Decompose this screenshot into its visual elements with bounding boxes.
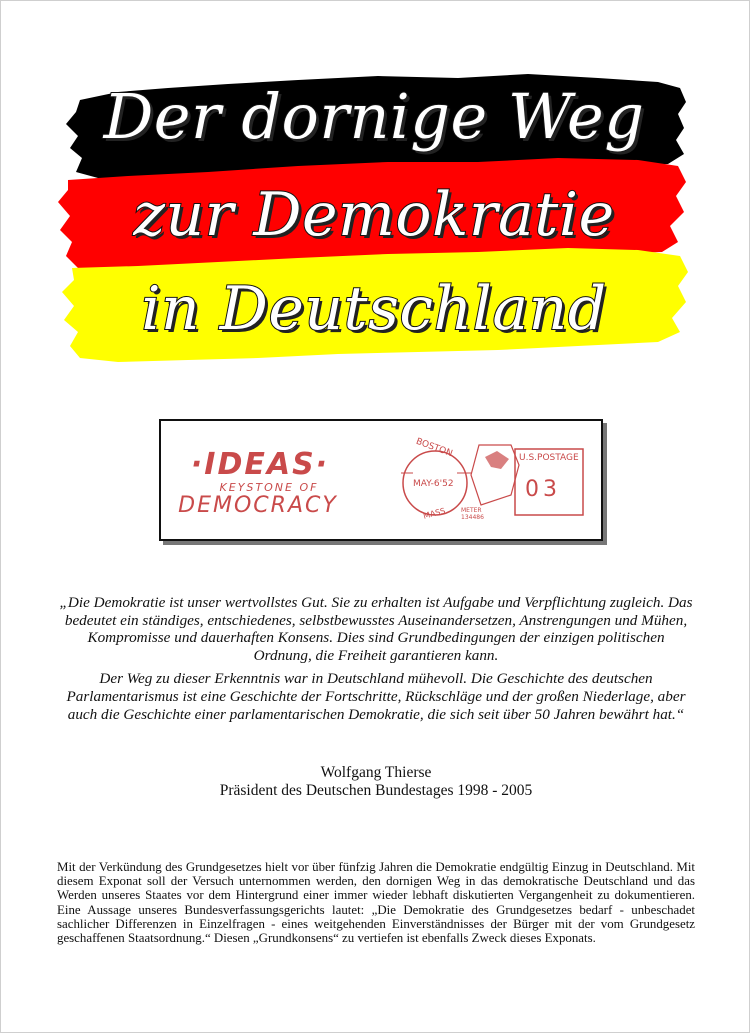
postmark-meter	[401, 435, 591, 530]
postage-label: U.S.POSTAGE	[519, 453, 579, 463]
meter-number-value: 134486	[461, 514, 484, 521]
postmark-city: BOSTON	[414, 436, 454, 460]
stamp-ideas-text: ·IDEAS·	[190, 447, 330, 482]
postmark-state: MASS	[422, 506, 447, 521]
postage-value: 03	[525, 477, 561, 502]
title-line-3: in Deutschland	[141, 274, 607, 344]
intro-paragraph: Mit der Verkündung des Grundgesetzes hielt vor über fünfzig Jahren die Demokratie endgültig Einzug in Deutschland. Mit diesem Exponat soll der Versuch unternommen werden, den dornigen Weg in das demokratische Deutschland und das Werden unseres Staates vor dem Hintergrund einer immer wieder lebhaft diskutierten Vergangenheit zu dokumentieren. Eine Aussage unseres Bundesverfassungsgerichts lautet: „Die Demokratie des Grundgesetzes bedarf - unbeschadet sachlicher Differenzen in Einzelfragen - eines weitgehenden Einverständnisses der Bürger mit der vom Grundgesetz geschaffenen Staatsordnung.“ Diesen „Grundkonsens“ zu vertiefen ist ebenfalls Zweck dieses Exponats.	[57, 860, 695, 946]
stamp-democracy-text: DEMOCRACY	[178, 493, 338, 518]
title-line-1: Der dornige Weg	[103, 80, 645, 153]
quote-paragraph-2: Der Weg zu dieser Erkenntnis war in Deutschland mühevoll. Die Geschichte des deutschen Parlamentarismus ist eine Geschichte der Fortschritte, Rückschläge und der großen Niederlage, aber auch die Geschichte einer parlamentarischen Demokratie, die sich seit über 50 Jahren bewährt hat.“	[66, 670, 686, 723]
postmark-date: MAY-6'52	[413, 479, 454, 489]
title-line-2: zur Demokratie	[133, 180, 615, 250]
quote-paragraph-1: „Die Demokratie ist unser wertvollstes Gut. Sie zu erhalten ist Aufgabe und Verpflichtung zugleich. Das bedeutet ein ständiges, entschiedenes, selbstbewusstes Auseinandersetzen, Anstrengungen und Mühen, Kompromisse und dauerhaften Konsens. Dies sind Grundbedingungen der einzigen politischen Ordnung, die Freiheit garantieren kann.	[59, 594, 693, 664]
attribution-role: Präsident des Deutschen Bundestages 1998 - 2005	[219, 781, 533, 799]
thierse-quote	[58, 594, 694, 729]
meter-label: METER	[461, 507, 482, 514]
quote-attribution	[58, 764, 694, 799]
title-banner	[58, 62, 690, 362]
eagle-body	[485, 451, 509, 469]
meter-number	[461, 507, 484, 521]
postage-meter-stamp-image	[159, 419, 603, 541]
attribution-name: Wolfgang Thierse	[320, 764, 432, 781]
stamp-keystone-text: KEYSTONE OF	[219, 481, 319, 494]
